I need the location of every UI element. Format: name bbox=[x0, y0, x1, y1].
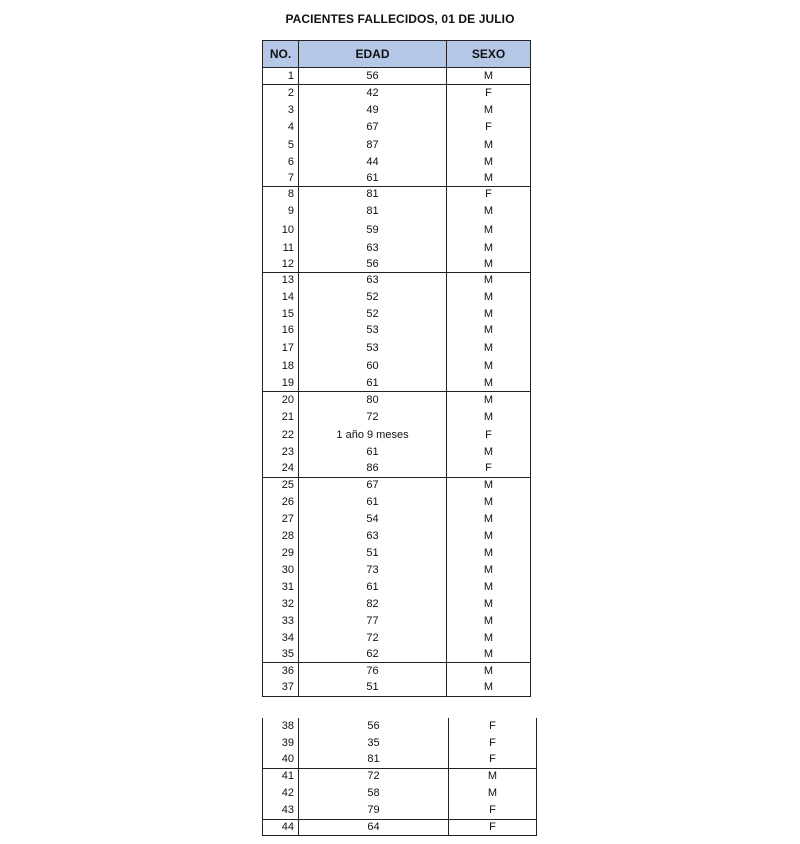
table-row bbox=[263, 358, 531, 376]
table-row bbox=[263, 257, 531, 273]
row-number: 7 bbox=[263, 171, 299, 187]
row-sexo: M bbox=[483, 445, 494, 458]
table-row bbox=[263, 819, 537, 835]
row-number: 29 bbox=[263, 545, 299, 562]
row-edad: 54 bbox=[299, 511, 447, 528]
row-sexo: M bbox=[483, 411, 494, 423]
row-edad: 81 bbox=[299, 752, 449, 768]
table-row bbox=[263, 647, 531, 663]
row-number: 28 bbox=[263, 528, 299, 545]
row-number: 34 bbox=[263, 630, 299, 647]
table-row bbox=[263, 203, 531, 221]
table-row bbox=[263, 478, 531, 494]
row-sexo: M bbox=[483, 103, 494, 116]
row-sexo: M bbox=[483, 376, 494, 389]
row-sexo: F bbox=[489, 803, 496, 816]
deceased-patients-table bbox=[262, 40, 531, 697]
row-edad: 61 bbox=[299, 444, 447, 461]
row-sexo: M bbox=[483, 546, 494, 559]
table-row bbox=[263, 785, 537, 802]
row-edad: 79 bbox=[299, 802, 449, 819]
table-row bbox=[263, 136, 531, 155]
row-edad: 64 bbox=[299, 819, 449, 835]
table-row bbox=[263, 579, 531, 596]
row-number: 37 bbox=[263, 680, 299, 697]
row-edad: 56 bbox=[299, 257, 447, 273]
table-row bbox=[263, 376, 531, 392]
table-row bbox=[263, 171, 531, 187]
table-row bbox=[263, 102, 531, 119]
row-sexo: M bbox=[447, 392, 531, 409]
row-number: 21 bbox=[263, 409, 299, 427]
table-row bbox=[263, 323, 531, 339]
row-sexo: M bbox=[483, 495, 494, 508]
table-row bbox=[263, 562, 531, 579]
row-number: 3 bbox=[263, 102, 299, 119]
row-number: 22 bbox=[263, 427, 299, 444]
row-edad: 63 bbox=[299, 528, 447, 545]
row-sexo: M bbox=[483, 631, 494, 644]
table-row bbox=[263, 409, 531, 427]
row-sexo: M bbox=[483, 512, 494, 525]
row-edad: 67 bbox=[299, 478, 447, 494]
row-edad: 62 bbox=[299, 647, 447, 663]
table-row bbox=[263, 630, 531, 647]
row-sexo: F bbox=[485, 462, 492, 475]
table-row bbox=[263, 680, 531, 697]
row-sexo: M bbox=[483, 341, 494, 354]
row-sexo: M bbox=[483, 580, 494, 593]
row-edad: 63 bbox=[299, 240, 447, 257]
row-sexo: F bbox=[489, 753, 496, 766]
row-sexo: F bbox=[489, 737, 496, 749]
row-edad: 42 bbox=[299, 85, 447, 102]
row-sexo: M bbox=[483, 307, 494, 320]
row-edad: 81 bbox=[299, 187, 447, 203]
row-number: 39 bbox=[263, 735, 299, 752]
row-sexo: M bbox=[449, 768, 537, 785]
row-number: 15 bbox=[263, 306, 299, 323]
row-number: 10 bbox=[263, 221, 299, 240]
row-edad: 49 bbox=[299, 102, 447, 119]
row-sexo: M bbox=[487, 787, 498, 799]
row-number: 26 bbox=[263, 494, 299, 511]
header-no: NO. bbox=[263, 41, 299, 68]
row-number: 8 bbox=[263, 187, 299, 203]
row-sexo: M bbox=[483, 563, 494, 576]
row-sexo: F bbox=[447, 85, 531, 102]
table-row bbox=[263, 339, 531, 358]
table-row bbox=[263, 663, 531, 680]
row-number: 23 bbox=[263, 444, 299, 461]
row-number: 14 bbox=[263, 289, 299, 306]
table-row bbox=[263, 68, 531, 85]
row-number: 6 bbox=[263, 155, 299, 171]
table-row bbox=[263, 718, 537, 735]
table-row bbox=[263, 511, 531, 528]
row-number: 31 bbox=[263, 579, 299, 596]
row-edad: 35 bbox=[299, 735, 449, 752]
row-sexo: M bbox=[447, 478, 531, 494]
row-sexo: M bbox=[483, 647, 494, 660]
header-row bbox=[263, 41, 531, 68]
table-row bbox=[263, 768, 537, 785]
row-edad: 81 bbox=[299, 203, 447, 221]
row-number: 30 bbox=[263, 562, 299, 579]
table-row bbox=[263, 306, 531, 323]
row-number: 1 bbox=[263, 68, 299, 85]
row-edad: 53 bbox=[299, 323, 447, 339]
row-sexo: M bbox=[483, 69, 494, 82]
row-edad: 59 bbox=[299, 221, 447, 240]
row-edad: 44 bbox=[299, 155, 447, 171]
row-sexo: M bbox=[483, 324, 494, 336]
row-sexo: M bbox=[483, 681, 494, 694]
row-number: 18 bbox=[263, 358, 299, 376]
row-number: 9 bbox=[263, 203, 299, 221]
row-sexo: F bbox=[449, 819, 537, 835]
row-number: 35 bbox=[263, 647, 299, 663]
row-number: 32 bbox=[263, 596, 299, 613]
table-row bbox=[263, 444, 531, 461]
row-sexo: F bbox=[447, 187, 531, 203]
row-sexo: F bbox=[485, 120, 492, 133]
row-number: 24 bbox=[263, 461, 299, 478]
row-edad: 72 bbox=[299, 630, 447, 647]
row-sexo: M bbox=[447, 663, 531, 680]
row-sexo: M bbox=[483, 171, 494, 184]
row-edad: 56 bbox=[299, 718, 449, 735]
row-sexo: M bbox=[483, 597, 494, 610]
row-number: 44 bbox=[263, 819, 299, 835]
row-sexo: M bbox=[483, 205, 494, 217]
row-number: 25 bbox=[263, 478, 299, 494]
row-number: 41 bbox=[263, 768, 299, 785]
table-row bbox=[263, 802, 537, 819]
row-number: 42 bbox=[263, 785, 299, 802]
row-number: 12 bbox=[263, 257, 299, 273]
row-edad: 56 bbox=[299, 68, 447, 85]
row-number: 20 bbox=[263, 392, 299, 409]
table-body-continued bbox=[263, 718, 537, 835]
row-sexo: M bbox=[483, 257, 494, 270]
row-sexo: M bbox=[483, 290, 494, 303]
table-row bbox=[263, 187, 531, 203]
row-edad: 73 bbox=[299, 562, 447, 579]
row-edad: 60 bbox=[299, 358, 447, 376]
row-number: 2 bbox=[263, 85, 299, 102]
row-sexo: F bbox=[485, 428, 492, 441]
row-number: 19 bbox=[263, 376, 299, 392]
row-edad: 76 bbox=[299, 663, 447, 680]
row-sexo: M bbox=[483, 223, 494, 236]
table-row bbox=[263, 427, 531, 444]
row-number: 5 bbox=[263, 136, 299, 155]
row-edad: 77 bbox=[299, 613, 447, 630]
row-number: 36 bbox=[263, 663, 299, 680]
deceased-patients-table-continued bbox=[262, 718, 537, 836]
row-number: 40 bbox=[263, 752, 299, 768]
row-edad: 1 año 9 meses bbox=[299, 427, 447, 444]
row-edad: 52 bbox=[299, 306, 447, 323]
table-row bbox=[263, 392, 531, 409]
row-sexo: M bbox=[483, 614, 494, 627]
table-row bbox=[263, 240, 531, 257]
table-row bbox=[263, 155, 531, 171]
row-number: 33 bbox=[263, 613, 299, 630]
row-sexo: M bbox=[483, 156, 494, 168]
header-edad: EDAD bbox=[299, 41, 447, 68]
page-title: PACIENTES FALLECIDOS, 01 DE JULIO bbox=[285, 12, 515, 26]
row-number: 11 bbox=[263, 240, 299, 257]
row-edad: 51 bbox=[299, 545, 447, 562]
row-number: 16 bbox=[263, 323, 299, 339]
table-row bbox=[263, 596, 531, 613]
table-row bbox=[263, 221, 531, 240]
table-row bbox=[263, 273, 531, 289]
table-row bbox=[263, 85, 531, 102]
row-edad: 63 bbox=[299, 273, 447, 289]
row-edad: 53 bbox=[299, 339, 447, 358]
row-sexo: M bbox=[483, 241, 494, 254]
row-edad: 61 bbox=[299, 376, 447, 392]
table-row bbox=[263, 613, 531, 630]
table-row bbox=[263, 119, 531, 136]
row-edad: 61 bbox=[299, 579, 447, 596]
table-body bbox=[263, 68, 531, 697]
row-sexo: M bbox=[447, 273, 531, 289]
row-number: 17 bbox=[263, 339, 299, 358]
row-number: 13 bbox=[263, 273, 299, 289]
row-edad: 72 bbox=[299, 768, 449, 785]
row-edad: 87 bbox=[299, 136, 447, 155]
row-number: 38 bbox=[263, 718, 299, 735]
row-edad: 86 bbox=[299, 461, 447, 478]
row-number: 27 bbox=[263, 511, 299, 528]
row-edad: 61 bbox=[299, 494, 447, 511]
table-row bbox=[263, 752, 537, 768]
table-row bbox=[263, 494, 531, 511]
table-row bbox=[263, 735, 537, 752]
row-edad: 72 bbox=[299, 409, 447, 427]
row-sexo: M bbox=[483, 138, 494, 151]
row-edad: 80 bbox=[299, 392, 447, 409]
row-edad: 52 bbox=[299, 289, 447, 306]
table-row bbox=[263, 289, 531, 306]
row-edad: 67 bbox=[299, 119, 447, 136]
row-number: 4 bbox=[263, 119, 299, 136]
row-sexo: M bbox=[483, 529, 494, 542]
table-row bbox=[263, 528, 531, 545]
header-sexo: SEXO bbox=[447, 41, 531, 68]
table-row bbox=[263, 461, 531, 478]
row-sexo: M bbox=[483, 360, 494, 372]
row-edad: 82 bbox=[299, 596, 447, 613]
row-sexo: F bbox=[489, 720, 496, 732]
table-row bbox=[263, 545, 531, 562]
row-edad: 51 bbox=[299, 680, 447, 697]
row-edad: 58 bbox=[299, 785, 449, 802]
row-number: 43 bbox=[263, 802, 299, 819]
row-edad: 61 bbox=[299, 171, 447, 187]
